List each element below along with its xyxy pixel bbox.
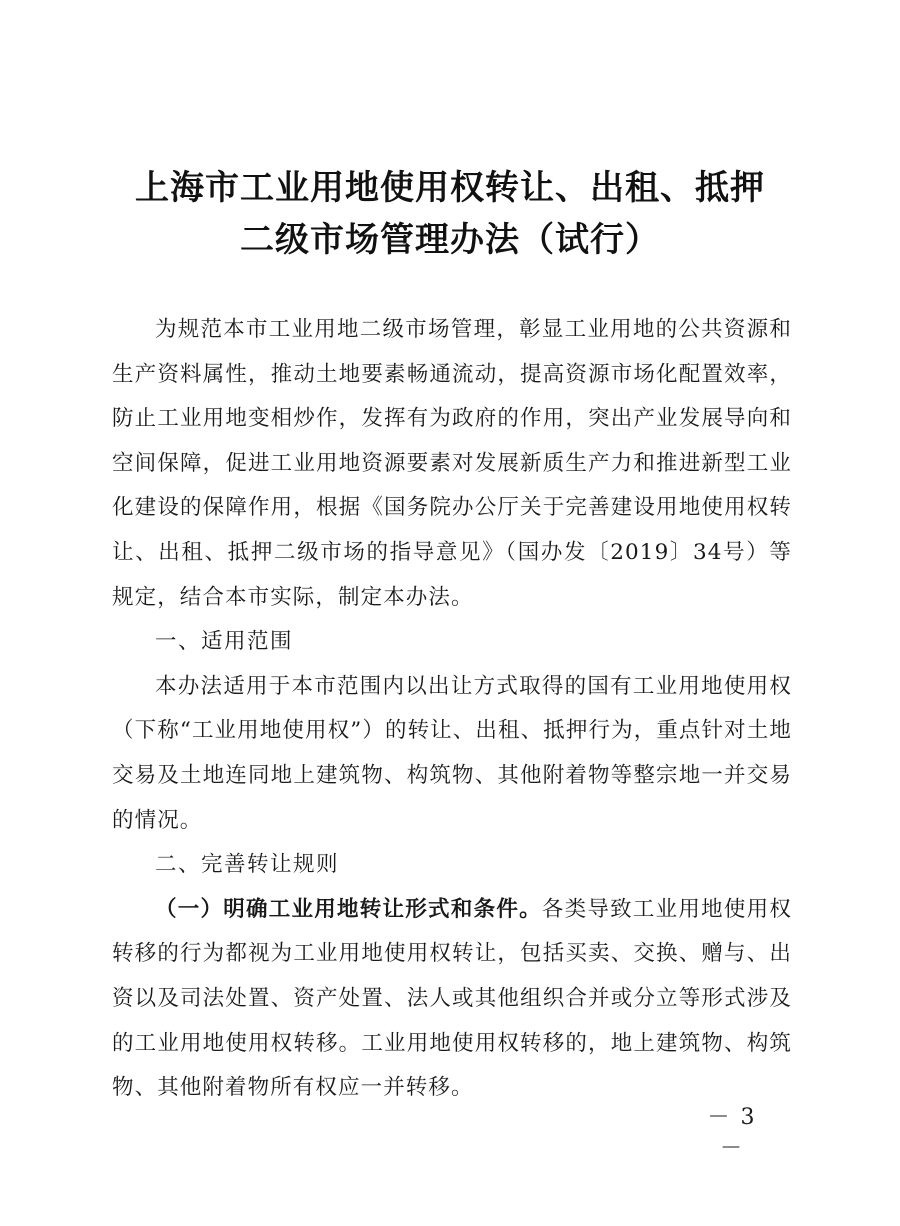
intro-paragraph: 为规范本市工业用地二级市场管理，彰显工业用地的公共资源和生产资料属性，推动土地要素畅通流动，提高资源市场化配置效率，防止工业用地变相炒作，发挥有为政府的作用，突出产业发展导向和空间保障，促进工业用地资源要素对发展新质生产力和推进新型工业化建设的保障作用，根据《国务院办公厅关于完善建设用地使用权转让、出租、抵押二级市场的指导意见》（国办发〔2019〕34号）等规定，结合本市实际，制定本办法。 bbox=[112, 317, 792, 610]
section-1-heading: 一、适用范围 bbox=[155, 629, 294, 655]
section-1-paragraph: 本办法适用于本市范围内以出让方式取得的国有工业用地使用权（下称“工业用地使用权”）的转让、出租、抵押行为，重点针对土地交易及土地连同地上建筑物、构筑物、其他附着物等整宗地一并交易的情况。 bbox=[112, 673, 792, 833]
document-title-line-1: 上海市工业用地使用权转让、出租、抵押 bbox=[135, 168, 765, 208]
document-title-line-2: 二级市场管理办法（试行） bbox=[240, 220, 660, 260]
page-number: － 3 － bbox=[707, 1105, 757, 1161]
section-2-item-1-paragraph bbox=[112, 888, 792, 1111]
section-2-item-1-lead: （一）明确工业用地转让形式和条件。 bbox=[155, 896, 542, 922]
document-body bbox=[112, 308, 792, 1111]
section-2-item-1-text: 各类导致工业用地使用权转移的行为都视为工业用地使用权转让，包括买卖、交换、赠与、出资以及司法处置、资产处置、法人或其他组织合并或分立等形式涉及的工业用地使用权转移。工业用地使用权转移的，地上建筑物、构筑物、其他附着物所有权应一并转移。 bbox=[112, 896, 792, 1101]
section-2-heading: 二、完善转让规则 bbox=[155, 852, 340, 878]
